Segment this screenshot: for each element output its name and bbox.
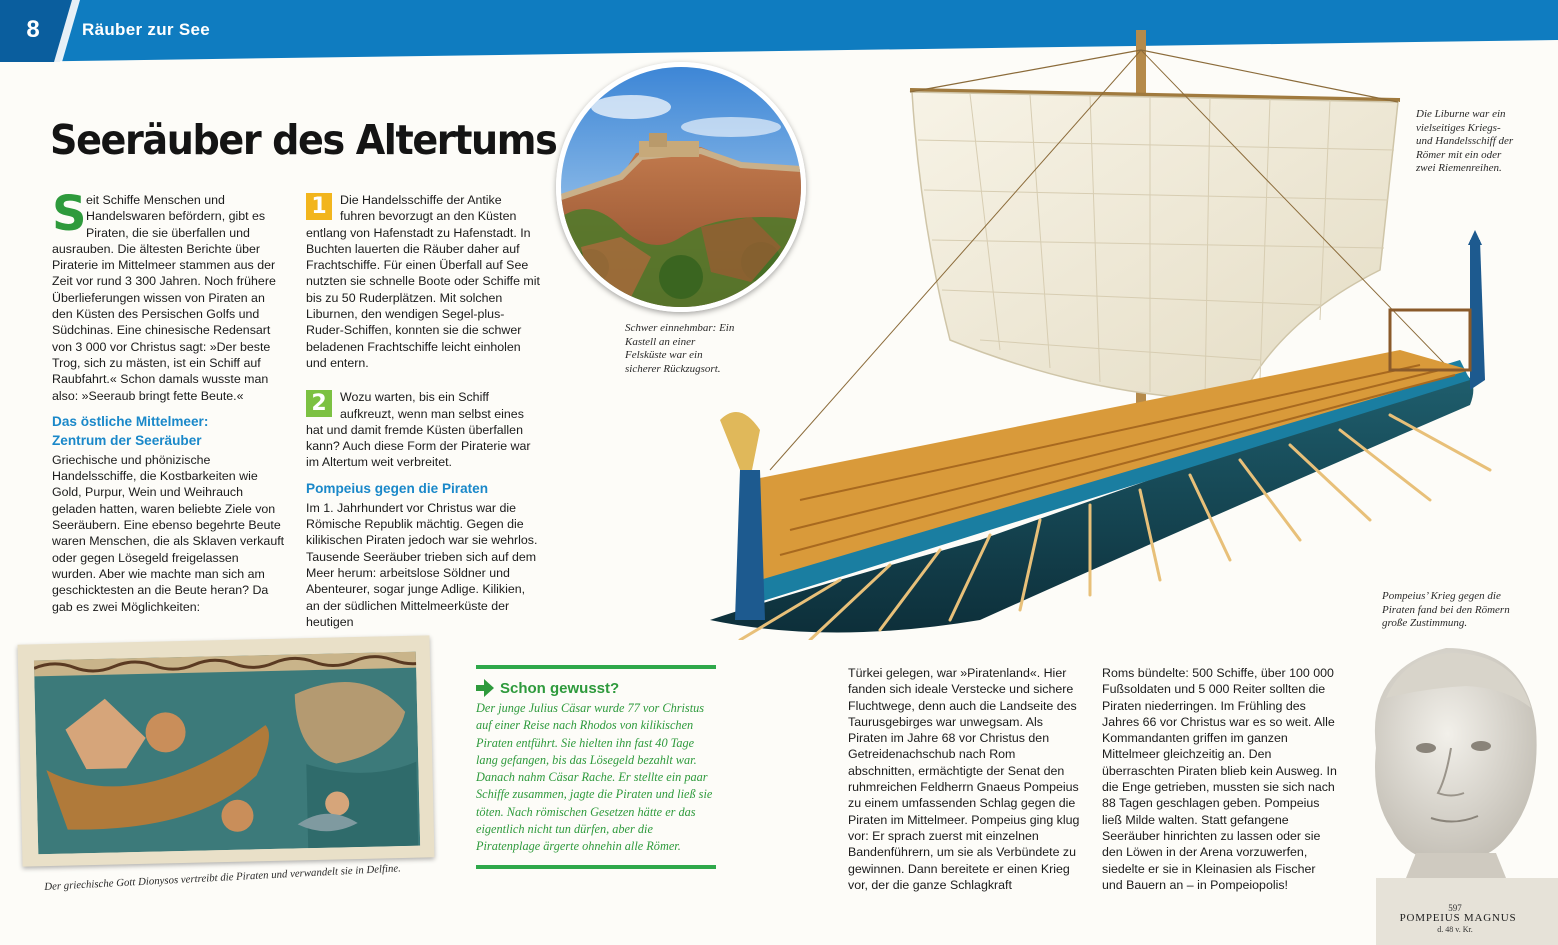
stern-ornament bbox=[720, 412, 760, 470]
item-2-text: Wozu warten, bis ein Schiff aufkreuzt, wenn man selbst eines hat und damit fremde Küsten überfallen kann? Auch diese Form der Piraterie war im Altertum weit verbreitet. bbox=[306, 390, 531, 470]
column-1 bbox=[52, 186, 286, 615]
number-badge-1: 1 bbox=[306, 193, 332, 220]
ship-caption: Die Liburne war ein vielseitiges Kriegs- und Handelsschiff der Römer mit ein oder zwei Riemenreihen. bbox=[1416, 108, 1514, 175]
mosaic-illustration bbox=[34, 652, 420, 855]
bust-caption: Pompeius’ Krieg gegen die Piraten fand bei den Römern große Zustimmung. bbox=[1382, 590, 1510, 630]
stern-post bbox=[735, 470, 765, 620]
column-2 bbox=[306, 192, 540, 630]
subhead-pompeius: Pompeius gegen die Piraten bbox=[306, 480, 489, 496]
mosaic-picture bbox=[18, 635, 435, 866]
item-1-text: Die Handelsschiffe der Antike fuhren bevorzugt an den Küsten entlang von Hafenstadt zu Hafenstadt. In Buchten lauerten die Räuber daher auf Frachtschiffe. Für einen Überfall auf See nutzten sie schnelle Boote oder Schiffe mit bis zu 50 Ruderplätzen. Mit solchen Liburnen, den wendigen Segel-plus-Ruder-Schiffen, konnten sie die schwer beladenen Frachtschiffe leicht einholen und entern. bbox=[306, 193, 540, 370]
plaque-date: d. 48 v. Kr. bbox=[1437, 925, 1473, 934]
item-2 bbox=[306, 389, 540, 470]
fact-box-title: Schon gewusst? bbox=[500, 679, 620, 697]
arrow-right-icon bbox=[476, 679, 494, 697]
mosaic-caption: Der griechische Gott Dionysos vertreibt die Piraten und verwandelt sie in Delfine. bbox=[44, 862, 402, 893]
plaque-number: 597 bbox=[1448, 903, 1462, 913]
body-paragraph: Griechische und phönizische Handelsschiffe, die Kostbarkeiten wie Gold, Purpur, Wein und Weihrauch geladen hatten, waren beliebte Ziele von Seeräubern. Eine ebenso begehrte Beute waren Menschen, die als Sklaven verkauft oder gegen Lösegeld freigelassen wurden. Aber wie machte man sich am geschicktesten an die Beute heran? Da gab es zwei Möglichkeiten: bbox=[52, 452, 285, 614]
subhead-line-1: Das östliche Mittelmeer: bbox=[52, 413, 209, 429]
fact-box-text: Der junge Julius Cäsar wurde 77 vor Christus auf einer Reise nach Rhodos von kilikischen Piraten entführt. Sie hielten ihn fast 40 Tage lang gefangen, bis das Lösegeld bezahlt war. Danach nahm Cäsar Rache. Er stellte ein paar Schiffe zusammen, jagte die Piraten und ließ sie töten. Nach römischen Gesetzen hätte er das eigentlich nicht tun dürfen, aber die Piratenplage ärgerte ohnehin alle Römer. bbox=[476, 701, 713, 854]
number-badge-2: 2 bbox=[306, 390, 332, 417]
drop-cap: S bbox=[52, 186, 87, 242]
plaque-name: POMPEIUS MAGNUS bbox=[1399, 912, 1517, 924]
ship-illustration bbox=[680, 20, 1540, 640]
fact-box bbox=[476, 665, 716, 869]
page-title: Seeräuber des Altertums bbox=[50, 116, 557, 164]
intro-text: eit Schiffe Menschen und Handelswaren befördern, gibt es Piraten, die sie überfallen und ausrauben. Die ältesten Berichte über Piraterie im Mittelmeer stammen aus der Zeit vor rund 3 300 Jahren. Noch frühere Überlieferungen wissen von Piraten an den Küsten des Persischen Golfs und Südchinas. Eine chinesische Redensart von 3 000 vor Christus sagt: »Der beste Trog, sich zu mästen, ist ein Schiff auf Raubfahrt.« Schon damals wusste man also: »Seeraub bringt fette Beute.« bbox=[52, 193, 276, 403]
column-3 bbox=[848, 665, 1084, 893]
section-title: Räuber zur See bbox=[82, 20, 210, 39]
subhead-eastern-med bbox=[52, 412, 286, 450]
col3-paragraph: Türkei gelegen, war »Piratenland«. Hier fanden sich ideale Verstecke und sichere Fluchtwege, denn auch die Landseite des Taurusgebirges war unwegsam. Als Piraten im Jahre 68 vor Christus den Getreidenachschub nach Rom abschnitten, ermächtigte der Senat den ruhmreichen Feldherrn Gnaeus Pompeius zu einem umfassenden Schlag gegen die Piraten im Mittelmeer. Pompeius ging klug vor: Er sprach zuerst mit einzelnen Bandenführern, um sie als Verbündete zu gewinnen. Dann bereitete er einen Krieg vor, der die ganze Schlagkraft bbox=[848, 666, 1080, 892]
subhead-line-2: Zentrum der Seeräuber bbox=[52, 432, 202, 448]
pompeius-paragraph: Im 1. Jahrhundert vor Christus war die Römische Republik mächtig. Gegen die kilikischen Piraten jedoch war sie wehrlos. Tausende Seeräuber trieben sich auf dem Meer herum: arbeitslose Söldner und Abenteurer, sogar junge Adlige. Kilikien, an der südlichen Mittelmeerküste der heutigen bbox=[306, 500, 538, 629]
page-number: 8 bbox=[26, 16, 40, 43]
col4-paragraph: Roms bündelte: 500 Schiffe, über 100 000 Fußsoldaten und 5 000 Reiter sollten die Piraten niederringen. Im Frühling des Jahres 66 vor Christus war es so weit. Alle Kommandanten griffen im ganzen Mittelmeer gleichzeitig an. Den überraschten Piraten blieb kein Ausweg. In die Enge getrieben, mussten sie sich nach 88 Tagen geschlagen geben. Pompeius ließ Milde walten. Statt gefangene Seeräuber hinrichten zu lassen oder sie den Löwen in der Arena vorzuwerfen, siedelte er sie in Kleinasien als Fischer und Bauern an – in Pompeiopolis! bbox=[1102, 666, 1337, 892]
intro-paragraph bbox=[52, 186, 286, 404]
pompeius-bust bbox=[1346, 628, 1558, 945]
column-4 bbox=[1102, 665, 1338, 893]
item-1 bbox=[306, 192, 540, 371]
bow-post bbox=[1470, 240, 1485, 390]
fact-box-header bbox=[476, 679, 716, 697]
castle-caption: Schwer einnehmbar: Ein Kastell an einer Felsküste war ein sicherer Rückzugsort. bbox=[625, 322, 735, 375]
sail bbox=[912, 92, 1398, 400]
